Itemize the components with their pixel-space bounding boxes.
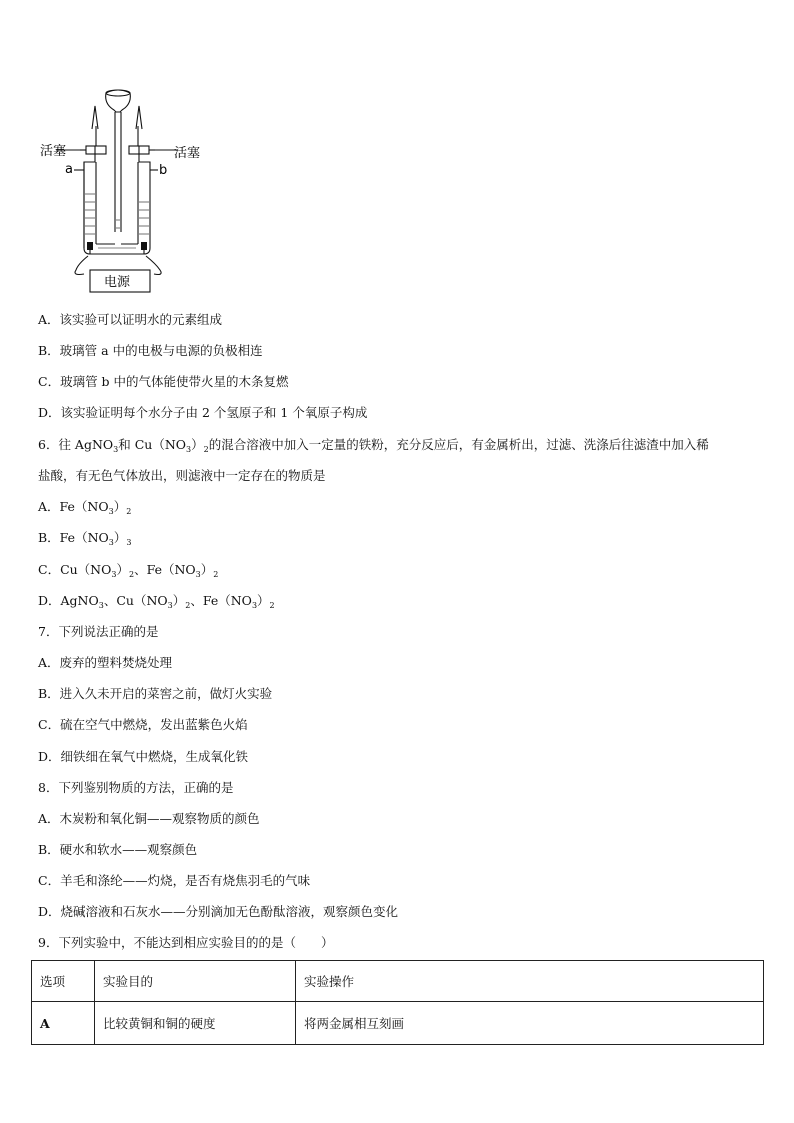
q7-stem: 7．下列说法正确的是 — [38, 624, 159, 639]
table-row — [32, 1002, 764, 1045]
q8-option-d: D．烧碱溶液和石灰水——分别滴加无色酚酞溶液，观察颜色变化 — [38, 904, 399, 919]
table-header-row — [32, 961, 764, 1002]
header-operation: 实验操作 — [296, 961, 764, 1002]
electrolysis-apparatus-diagram — [38, 84, 218, 299]
q8-option-a: A．木炭粉和氧化铜——观察物质的颜色 — [38, 811, 260, 826]
q5-option-a: A．该实验可以证明水的元素组成 — [38, 312, 223, 327]
q6-option-b: B．$Fe(NO_3)_3$ — [38, 530, 132, 547]
cell-operation: 将两金属相互刻画 — [296, 1002, 764, 1045]
stopcock-label-right: 活塞 — [174, 146, 201, 161]
q7-option-b: B．进入久未开启的菜窖之前，做灯火实验 — [38, 686, 273, 701]
q6-stem-line2: 盐酸，有无色气体放出，则滤液中一定存在的物质是 — [38, 468, 326, 483]
power-source-label: 电源 — [104, 275, 131, 290]
cell-purpose: 比较黄铜和铜的硬度 — [95, 1002, 296, 1045]
q6-option-d: D．AgNO$_3$、$Cu(NO_3)_2$、$Fe(NO_3)_2$ — [38, 593, 275, 610]
q9-stem: 9．下列实验中，不能达到相应实验目的的是（ ） — [38, 935, 334, 950]
cell-option: A — [32, 1002, 95, 1045]
q8-option-c: C．羊毛和涤纶——灼烧，是否有烧焦羽毛的气味 — [38, 873, 311, 888]
q7-option-c: C．硫在空气中燃烧，发出蓝紫色火焰 — [38, 717, 248, 732]
tube-b-label: b — [159, 163, 168, 178]
stopcock-label-left: 活塞 — [40, 144, 67, 159]
header-option: 选项 — [32, 961, 95, 1002]
q7-option-a: A．废弃的塑料焚烧处理 — [38, 655, 173, 670]
experiment-table — [31, 960, 764, 1045]
q5-option-c: C．玻璃管 b 中的气体能使带火星的木条复燃 — [38, 374, 289, 389]
tube-a-label: a — [65, 162, 73, 177]
q5-option-d: D．该实验证明每个水分子由 2 个氢原子和 1 个氧原子构成 — [38, 405, 368, 420]
q8-option-b: B．硬水和软水——观察颜色 — [38, 842, 198, 857]
q7-option-d: D．细铁细在氧气中燃烧，生成氧化铁 — [38, 749, 249, 764]
q5-option-b: B．玻璃管 a 中的电极与电源的负极相连 — [38, 343, 263, 358]
q6-option-a: A．$Fe(NO_3)_2$ — [38, 499, 132, 516]
q6-option-c: C．$Cu(NO_3)_2$、$Fe(NO_3)_2$ — [38, 562, 219, 579]
q6-stem-line1: 6．往 AgNO$_3$和 $Cu(NO_3)_2$的混合溶液中加入一定量的铁粉，充分反应后，有金属析出，过滤、洗涤后往滤渣中加入稀 — [38, 437, 709, 454]
q8-stem: 8．下列鉴别物质的方法，正确的是 — [38, 780, 234, 795]
header-purpose: 实验目的 — [95, 961, 296, 1002]
